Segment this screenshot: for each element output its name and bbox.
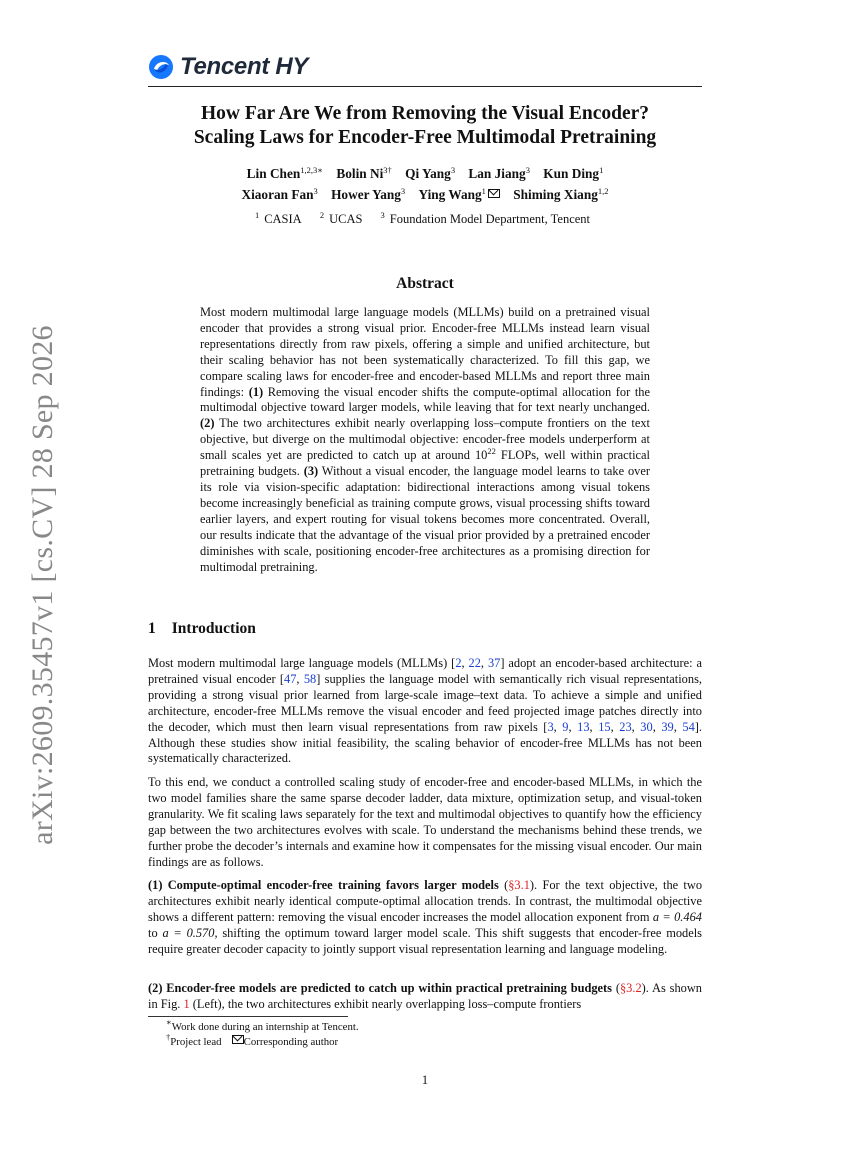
affiliation: $^1$ CASIA bbox=[254, 210, 302, 226]
abstract-text: Most modern multimodal large language models (MLLMs) build on a pretrained visual encoder that provides a strong visual prior. Encoder-free MLLMs instead learn visual representations directly from raw pixels, offering a simple and unified architecture, but their scaling behavior has not been systematically characterized. To fill this gap, we compare scaling laws for encoder-free and encoder-based MLLMs and report three main findings: (1) Removing the visual encoder shifts the compute-optimal allocation for the multimodal objective toward larger models, while leaving that for text nearly unchanged. (2) The two architectures exhibit nearly overlapping loss–compute frontiers on the text objective, but diverge on the multimodal objective: encoder-free models underperform at small scales yet are predicted to catch up at around $10^{22}$ FLOPs, well within practical pretraining budgets. (3) Without a visual encoder, the language model learns to take over its role via vision-specific adaptation: bidirectional interactions among visual tokens become increasingly beneficial as training compute grows, visual processing shifts toward earlier layers, and expert routing for visual tokens becomes more concentrated. Overall, our results indicate that the advantage of the visual prior provided by a pretrained encoder diminishes with scale, positioning encoder-free architectures as a promising direction for multimodal pretraining. bbox=[200, 305, 651, 574]
figure-ref-link[interactable]: 1 bbox=[183, 996, 190, 1011]
author: Hower Yang$^3$ bbox=[331, 186, 406, 202]
intro-paragraph-1: Most modern multimodal large language models (MLLMs) [2, 22, 37] adopt an encoder-based architecture: a pretrained visual encoder [47, 58] supplies the language model with semantically rich visual representations, providing a strong visual prior learned from large-scale image–text data. To achieve a simple and unified architecture, encoder-free MLLMs remove the visual encoder and feed projected image patches directly into the decoder, which must then learn visual representations from raw pixels [3, 9, 13, 15, 23, 30, 39, 54]. Although these studies show initial feasibility, the scaling behavior of encoder-free MLLMs has not been systematically characterized. bbox=[148, 656, 703, 766]
citation-link[interactable]: 23 bbox=[619, 719, 632, 734]
affiliations bbox=[100, 212, 750, 227]
footnote-1: ∗Work done during an internship at Tencent. bbox=[166, 1017, 359, 1033]
citation-link[interactable]: 37 bbox=[487, 656, 501, 670]
envelope-icon bbox=[232, 1035, 244, 1044]
math-value: a = 0.570 bbox=[162, 925, 215, 940]
author-row-2 bbox=[100, 184, 750, 205]
affiliation: $^2$ UCAS bbox=[319, 210, 363, 226]
intro-paragraph-2: To this end, we conduct a controlled scaling study of encoder-free and encoder-based MLLMs, in which the two model families share the same sparse decoder ladder, data mixture, optimization setup, and visual-token granularity. We fit scaling laws separately for the text and multimodal objectives to quantify how the efficiency gap between the two architectures evolves with scale. To understand the mechanisms behind these trends, we further probe the decoder’s internals and examine how it compensates for the missing visual encoder. Our main findings are as follows. bbox=[148, 775, 702, 869]
abstract-heading: Abstract bbox=[396, 275, 454, 292]
section-heading bbox=[148, 620, 256, 638]
section-title: Introduction bbox=[171, 620, 256, 637]
finding-2-paragraph: (2) Encoder-free models are predicted to catch up within practical pretraining budgets (§3.2). As shown in Fig. 1 (Left), the two architectures exhibit nearly overlapping loss–compute frontiers bbox=[148, 981, 702, 1011]
header-rule bbox=[148, 86, 702, 87]
citation-link[interactable]: 58 bbox=[303, 671, 317, 686]
citation-link[interactable]: 39 bbox=[661, 719, 674, 734]
citation-link[interactable]: 15 bbox=[598, 719, 611, 734]
author: Kun Ding$^1$ bbox=[543, 165, 604, 181]
author: Lin Chen$^{1,2,3∗}$ bbox=[246, 165, 324, 181]
tencent-hy-logo bbox=[148, 52, 308, 82]
page-number: 1 bbox=[421, 1073, 429, 1087]
section-ref-link[interactable]: §3.2 bbox=[619, 981, 642, 995]
arxiv-identifier: arXiv:2609.35457v1 [cs.CV] 28 Sep 2026 bbox=[26, 325, 59, 845]
envelope-icon bbox=[488, 189, 500, 198]
author: Bolin $Ni^{3\dagger}$ bbox=[336, 165, 392, 181]
author: Ying Wang$^1$ bbox=[418, 187, 499, 202]
brand-name: Tencent HY bbox=[180, 53, 309, 80]
footnote-rule bbox=[148, 1016, 348, 1017]
footnote-2: †Project lead Corresponding author bbox=[166, 1032, 339, 1048]
author: Shiming Xiang$^{1,2}$ bbox=[513, 186, 609, 202]
title-line-1: How Far Are We from Removing the Visual Encoder? bbox=[200, 103, 650, 124]
section-number: 1 bbox=[148, 620, 156, 637]
author-row-1 bbox=[100, 163, 750, 184]
footnotes bbox=[166, 1017, 359, 1050]
affiliation: $^3$ Foundation Model Department, Tencent bbox=[380, 210, 591, 226]
citation-link[interactable]: 2 bbox=[455, 656, 462, 670]
author: Lan Jiang$^3$ bbox=[468, 165, 530, 181]
finding-1-heading: (1) Compute-optimal encoder-free training favors larger models bbox=[148, 878, 499, 892]
citation-link[interactable]: 13 bbox=[577, 719, 590, 734]
finding-2-heading: (2) Encoder-free models are predicted to catch up within practical pretraining budgets bbox=[148, 981, 613, 995]
title-line-2: Scaling Laws for Encoder-Free Multimodal Pretraining bbox=[193, 127, 657, 148]
author-list bbox=[100, 163, 750, 205]
citation-link[interactable]: 54 bbox=[682, 719, 695, 734]
math-value: a = 0.464 bbox=[652, 909, 702, 924]
citation-link[interactable]: 47 bbox=[284, 671, 297, 686]
citation-link[interactable]: 30 bbox=[640, 719, 653, 734]
citation-link[interactable]: 3 bbox=[547, 719, 554, 734]
paper-title bbox=[100, 102, 750, 150]
author: Qi Yang$^3$ bbox=[405, 165, 456, 181]
arxiv-stamp bbox=[18, 320, 68, 850]
citation-link[interactable]: 22 bbox=[468, 656, 481, 670]
tencent-logo-icon bbox=[148, 54, 174, 80]
author: Xiaoran Fan$^3$ bbox=[241, 186, 318, 202]
finding-1-paragraph: (1) Compute-optimal encoder-free training favors larger models (§3.1). For the text objective, the two architectures exhibit nearly identical compute-optimal allocation trends. In contrast, the multimodal objective shows a different pattern: removing the visual encoder increases the model allocation exponent from a = 0.464 to a = 0.570, shifting the optimum toward larger model scale. This shift suggests that encoder-free models require greater decoder capacity to jointly support visual representation learning and language modeling. bbox=[148, 878, 703, 956]
citation-link[interactable]: 9 bbox=[562, 719, 569, 734]
section-ref-link[interactable]: §3.1 bbox=[508, 878, 530, 892]
